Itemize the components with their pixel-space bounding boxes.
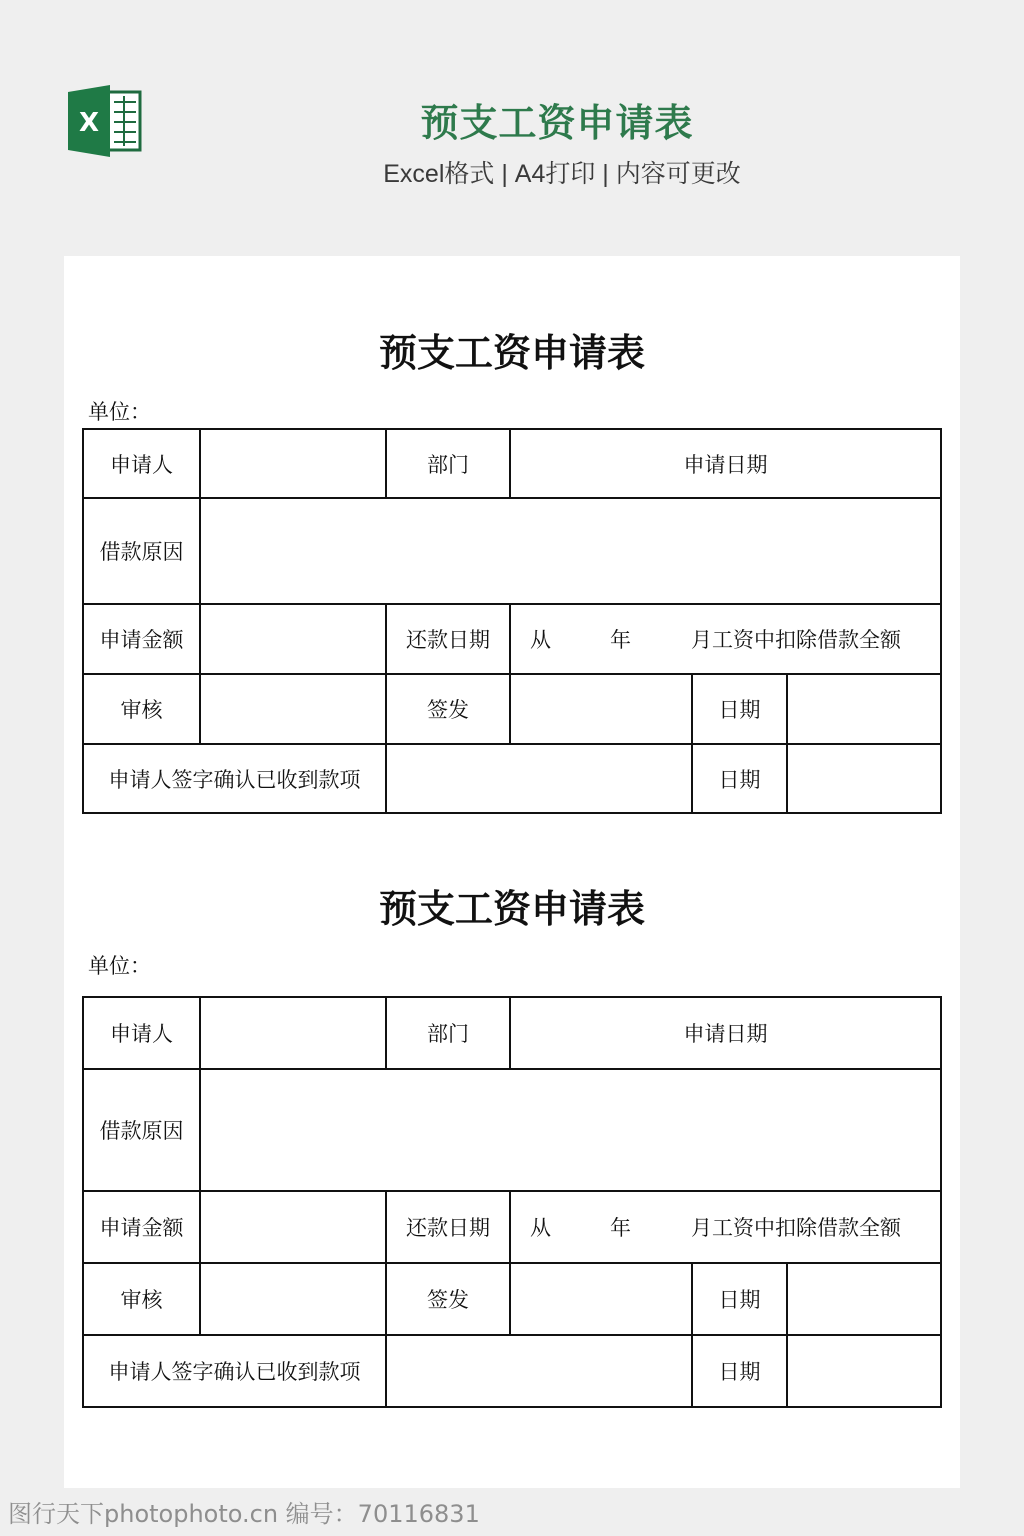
apply-date-label: 申请日期 [683,1022,768,1046]
department-label: 部门 [427,452,469,477]
applicant-field[interactable] [201,430,385,497]
banner-subtitle: Excel格式 | A4打印 | 内容可更改 [383,160,741,188]
amount-field[interactable] [201,605,385,673]
date-label: 日期 [718,698,761,722]
date-field[interactable] [788,1264,940,1334]
repay-year: 年 [610,628,631,652]
svg-text:X: X [78,108,100,138]
repay-from: 从 [530,1216,551,1240]
repay-text: 月工资中扣除借款全额 [691,628,901,652]
form-title: 预支工资申请表 [378,330,645,375]
receipt-date-label: 日期 [718,1360,761,1384]
repay-text: 月工资中扣除借款全额 [691,1216,901,1240]
receipt-signature-field[interactable] [387,745,691,812]
sign-label: 签发 [427,1288,469,1312]
applicant-label: 申请人 [110,1022,173,1046]
repay-year: 年 [610,1216,631,1240]
document-page [64,256,960,1488]
applicant-field[interactable] [201,998,385,1068]
repay-from: 从 [530,628,551,652]
amount-field[interactable] [201,1192,385,1262]
date-label: 日期 [718,1288,761,1312]
receipt-label: 申请人签字确认已收到款项 [108,767,361,792]
review-field[interactable] [201,1264,385,1334]
form-title: 预支工资申请表 [378,886,645,931]
sign-field[interactable] [511,675,691,743]
reason-field[interactable] [201,499,940,603]
sign-label: 签发 [427,698,469,722]
receipt-date-field[interactable] [788,1336,940,1406]
reason-label: 借款原因 [99,1119,184,1143]
applicant-label: 申请人 [110,452,173,477]
amount-label: 申请金额 [99,1216,184,1240]
amount-label: 申请金额 [99,628,184,652]
banner-title: 预支工资申请表 [420,101,694,145]
apply-date-label: 申请日期 [683,452,768,477]
reason-field[interactable] [201,1070,940,1190]
unit-label: 单位： [88,954,151,978]
receipt-date-label: 日期 [718,767,761,792]
repay-date-label: 还款日期 [406,628,490,652]
review-label: 审核 [120,698,163,722]
receipt-date-field[interactable] [788,745,940,812]
review-label: 审核 [120,1288,163,1312]
receipt-signature-field[interactable] [387,1336,691,1406]
review-field[interactable] [201,675,385,743]
reason-label: 借款原因 [99,540,184,564]
receipt-label: 申请人签字确认已收到款项 [108,1360,361,1384]
date-field[interactable] [788,675,940,743]
sign-field[interactable] [511,1264,691,1334]
excel-logo-icon [66,84,144,158]
repay-date-label: 还款日期 [406,1216,490,1240]
unit-label: 单位： [88,400,151,424]
watermark-text: 图行天下photophoto.cn 编号：70116831 [8,1500,480,1528]
department-label: 部门 [427,1022,469,1046]
